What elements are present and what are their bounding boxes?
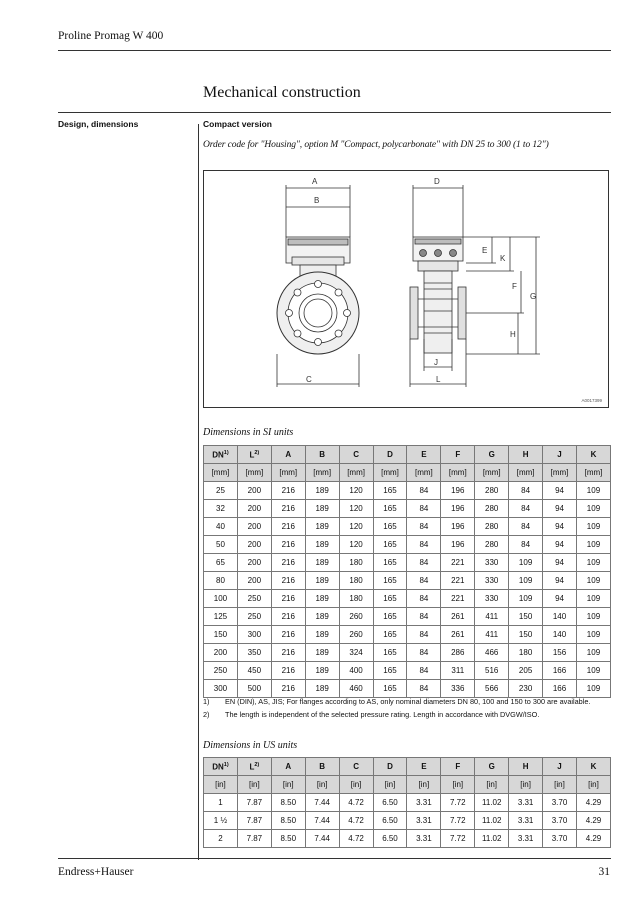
- table-cell: 109: [576, 554, 610, 572]
- table-cell: 196: [441, 482, 475, 500]
- table-cell: 216: [271, 626, 305, 644]
- si-unit-cell: [mm]: [373, 464, 407, 482]
- table-cell: 216: [271, 518, 305, 536]
- table-cell: 189: [305, 554, 339, 572]
- table-cell: 7.44: [305, 794, 339, 812]
- si-table-body: [204, 482, 611, 698]
- table-cell: 200: [237, 500, 271, 518]
- table-cell: 3.70: [543, 830, 577, 848]
- si-col-header: DN$^{1)}$: [204, 446, 238, 464]
- table-cell: 3.70: [543, 794, 577, 812]
- si-col-header: G: [475, 446, 509, 464]
- us-unit-cell: [in]: [204, 776, 238, 794]
- table-cell: 109: [576, 662, 610, 680]
- table-cell: 150: [509, 626, 543, 644]
- table-cell: 84: [407, 608, 441, 626]
- table-cell: 180: [339, 554, 373, 572]
- table-cell: 180: [339, 572, 373, 590]
- table-cell: 261: [441, 626, 475, 644]
- table-cell: 165: [373, 626, 407, 644]
- table-cell: 205: [509, 662, 543, 680]
- table-cell: 84: [407, 482, 441, 500]
- table-row: [204, 812, 611, 830]
- running-header: Proline Promag W 400: [58, 30, 164, 42]
- table-cell: 460: [339, 680, 373, 698]
- table-cell: 260: [339, 626, 373, 644]
- table-cell: 200: [237, 536, 271, 554]
- table-cell: 94: [543, 572, 577, 590]
- us-col-header: F: [441, 758, 475, 776]
- table-cell: 165: [373, 680, 407, 698]
- table-row: [204, 590, 611, 608]
- table-cell: 109: [509, 590, 543, 608]
- table-cell: 216: [271, 536, 305, 554]
- table-cell: 109: [576, 644, 610, 662]
- table-cell: 250: [237, 608, 271, 626]
- table-cell: 84: [407, 572, 441, 590]
- table-cell: 330: [475, 554, 509, 572]
- table-cell: 330: [475, 590, 509, 608]
- si-unit-cell: [mm]: [576, 464, 610, 482]
- table-cell: 200: [237, 554, 271, 572]
- table-cell: 4.29: [576, 830, 610, 848]
- table-cell: 165: [373, 482, 407, 500]
- table-row: [204, 830, 611, 848]
- table-cell: 189: [305, 590, 339, 608]
- us-table-body: [204, 794, 611, 848]
- table-cell: 4.72: [339, 830, 373, 848]
- table-cell: 11.02: [475, 812, 509, 830]
- table-row: [204, 794, 611, 812]
- us-dimensions-table: [203, 757, 611, 848]
- table-cell: 109: [576, 536, 610, 554]
- si-col-header: E: [407, 446, 441, 464]
- si-units-row: [204, 464, 611, 482]
- table-cell: 300: [204, 680, 238, 698]
- table-cell: 216: [271, 680, 305, 698]
- table-row: [204, 608, 611, 626]
- us-col-header: J: [543, 758, 577, 776]
- table-cell: 94: [543, 554, 577, 572]
- table-cell: 180: [509, 644, 543, 662]
- table-row: [204, 554, 611, 572]
- table-cell: 84: [407, 590, 441, 608]
- si-unit-cell: [mm]: [204, 464, 238, 482]
- table-cell: 1: [204, 794, 238, 812]
- table-cell: 84: [407, 626, 441, 644]
- table-cell: 94: [543, 500, 577, 518]
- table-row: [204, 572, 611, 590]
- table-cell: 260: [339, 608, 373, 626]
- table-cell: 120: [339, 536, 373, 554]
- table-cell: 280: [475, 518, 509, 536]
- table-cell: 40: [204, 518, 238, 536]
- table-cell: 84: [407, 662, 441, 680]
- si-col-header: C: [339, 446, 373, 464]
- table-row: [204, 500, 611, 518]
- table-cell: 120: [339, 500, 373, 518]
- table-cell: 165: [373, 500, 407, 518]
- table-cell: 280: [475, 482, 509, 500]
- si-unit-cell: [mm]: [441, 464, 475, 482]
- side-label: Design, dimensions: [58, 119, 139, 129]
- table-row: [204, 680, 611, 698]
- table-cell: 466: [475, 644, 509, 662]
- drawing-reference: A0017399: [581, 398, 602, 403]
- us-col-header: A: [271, 758, 305, 776]
- table-cell: 7.72: [441, 794, 475, 812]
- table-cell: 165: [373, 590, 407, 608]
- footnote-2-number: 2): [203, 710, 210, 719]
- table-cell: 166: [543, 680, 577, 698]
- us-col-header: C: [339, 758, 373, 776]
- si-unit-cell: [mm]: [407, 464, 441, 482]
- table-cell: 6.50: [373, 830, 407, 848]
- si-col-header: K: [576, 446, 610, 464]
- table-cell: 216: [271, 554, 305, 572]
- table-cell: 3.31: [509, 812, 543, 830]
- table-cell: 120: [339, 518, 373, 536]
- table-cell: 180: [339, 590, 373, 608]
- table-cell: 109: [576, 500, 610, 518]
- table-row: [204, 644, 611, 662]
- dim-label-f: F: [512, 282, 517, 291]
- table-cell: 216: [271, 572, 305, 590]
- table-cell: 250: [237, 590, 271, 608]
- footnote-2-text: The length is independent of the selected pressure rating. Length in accordance with DVGW/ISO.: [225, 710, 540, 719]
- si-col-header: D: [373, 446, 407, 464]
- table-cell: 230: [509, 680, 543, 698]
- table-cell: 566: [475, 680, 509, 698]
- table-cell: 84: [407, 500, 441, 518]
- table-cell: 4.72: [339, 794, 373, 812]
- table-cell: 7.72: [441, 830, 475, 848]
- us-col-header: G: [475, 758, 509, 776]
- table-cell: 411: [475, 608, 509, 626]
- section-title: Mechanical construction: [203, 84, 361, 101]
- table-cell: 84: [509, 482, 543, 500]
- us-unit-cell: [in]: [509, 776, 543, 794]
- table-cell: 3.31: [509, 830, 543, 848]
- table-cell: 109: [576, 518, 610, 536]
- table-cell: 7.87: [237, 794, 271, 812]
- table-cell: 7.72: [441, 812, 475, 830]
- table-cell: 32: [204, 500, 238, 518]
- dimension-drawing-svg: [204, 171, 608, 407]
- si-unit-cell: [mm]: [475, 464, 509, 482]
- table-cell: 189: [305, 500, 339, 518]
- table-cell: 3.31: [407, 830, 441, 848]
- table-cell: 8.50: [271, 794, 305, 812]
- table-cell: 196: [441, 500, 475, 518]
- si-col-header: $L^{2)}$: [237, 446, 271, 464]
- table-cell: 84: [407, 644, 441, 662]
- us-unit-cell: [in]: [576, 776, 610, 794]
- table-cell: 189: [305, 626, 339, 644]
- table-cell: 216: [271, 662, 305, 680]
- table-cell: 150: [509, 608, 543, 626]
- table-cell: 4.72: [339, 812, 373, 830]
- table-cell: 109: [576, 482, 610, 500]
- table-cell: 189: [305, 518, 339, 536]
- us-unit-cell: [in]: [475, 776, 509, 794]
- table-cell: 3.31: [509, 794, 543, 812]
- table-cell: 165: [373, 536, 407, 554]
- table-cell: 8.50: [271, 830, 305, 848]
- subheading: Compact version: [203, 119, 272, 129]
- table-cell: 65: [204, 554, 238, 572]
- si-header-row: [204, 446, 611, 464]
- us-unit-cell: [in]: [305, 776, 339, 794]
- table-cell: 150: [204, 626, 238, 644]
- table-cell: 109: [576, 572, 610, 590]
- table-cell: 165: [373, 662, 407, 680]
- si-col-header: F: [441, 446, 475, 464]
- us-col-header: B: [305, 758, 339, 776]
- table-cell: 165: [373, 608, 407, 626]
- us-table-caption: Dimensions in US units: [203, 740, 298, 751]
- table-cell: 7.87: [237, 830, 271, 848]
- table-cell: 120: [339, 482, 373, 500]
- table-row: [204, 536, 611, 554]
- table-cell: 261: [441, 608, 475, 626]
- table-cell: 189: [305, 536, 339, 554]
- table-cell: 189: [305, 482, 339, 500]
- us-col-header: H: [509, 758, 543, 776]
- dim-label-l: L: [436, 375, 441, 384]
- us-col-header: K: [576, 758, 610, 776]
- si-unit-cell: [mm]: [509, 464, 543, 482]
- title-divider: [58, 112, 611, 113]
- table-cell: 3.31: [407, 794, 441, 812]
- table-cell: 500: [237, 680, 271, 698]
- header-divider: [58, 50, 611, 51]
- footnote-2: [203, 710, 539, 719]
- table-cell: 216: [271, 644, 305, 662]
- us-units-row: [204, 776, 611, 794]
- table-cell: 84: [407, 680, 441, 698]
- table-cell: 7.44: [305, 812, 339, 830]
- us-unit-cell: [in]: [543, 776, 577, 794]
- table-cell: 221: [441, 554, 475, 572]
- table-cell: 411: [475, 626, 509, 644]
- footnote-1-text: EN (DIN), AS, JIS; For flanges according to AS, only nominal diameters DN 80, 100 and 150 to 300 are available.: [225, 697, 591, 706]
- table-cell: 221: [441, 590, 475, 608]
- table-cell: 280: [475, 536, 509, 554]
- table-cell: 6.50: [373, 794, 407, 812]
- us-unit-cell: [in]: [271, 776, 305, 794]
- table-row: [204, 662, 611, 680]
- si-unit-cell: [mm]: [237, 464, 271, 482]
- table-row: [204, 626, 611, 644]
- table-cell: 84: [407, 518, 441, 536]
- table-cell: 189: [305, 644, 339, 662]
- table-cell: 200: [237, 572, 271, 590]
- table-cell: 189: [305, 572, 339, 590]
- table-cell: 1 ½: [204, 812, 238, 830]
- table-cell: 200: [237, 482, 271, 500]
- table-cell: 250: [204, 662, 238, 680]
- si-unit-cell: [mm]: [339, 464, 373, 482]
- table-cell: 200: [204, 644, 238, 662]
- table-cell: 336: [441, 680, 475, 698]
- dim-label-c: C: [306, 375, 312, 384]
- table-cell: 140: [543, 626, 577, 644]
- table-cell: 156: [543, 644, 577, 662]
- dim-label-g: G: [530, 292, 537, 301]
- si-dimensions-table: [203, 445, 611, 698]
- us-unit-cell: [in]: [407, 776, 441, 794]
- us-col-header: DN$^{1)}$: [204, 758, 238, 776]
- table-cell: 7.87: [237, 812, 271, 830]
- table-cell: 50: [204, 536, 238, 554]
- si-unit-cell: [mm]: [305, 464, 339, 482]
- table-cell: 3.70: [543, 812, 577, 830]
- table-cell: 286: [441, 644, 475, 662]
- table-cell: 165: [373, 572, 407, 590]
- us-header-row: [204, 758, 611, 776]
- table-cell: 165: [373, 518, 407, 536]
- table-cell: 11.02: [475, 830, 509, 848]
- table-cell: 350: [237, 644, 271, 662]
- table-cell: 94: [543, 590, 577, 608]
- table-cell: 189: [305, 608, 339, 626]
- table-cell: 189: [305, 680, 339, 698]
- si-unit-cell: [mm]: [271, 464, 305, 482]
- si-col-header: A: [271, 446, 305, 464]
- table-cell: 516: [475, 662, 509, 680]
- table-cell: 330: [475, 572, 509, 590]
- dim-label-h: H: [510, 330, 516, 339]
- table-cell: 216: [271, 590, 305, 608]
- table-cell: 94: [543, 536, 577, 554]
- table-cell: 2: [204, 830, 238, 848]
- footer-company: Endress+Hauser: [58, 866, 134, 878]
- table-cell: 109: [576, 608, 610, 626]
- dim-label-e: E: [482, 246, 488, 255]
- si-col-header: J: [543, 446, 577, 464]
- footer-divider: [58, 858, 611, 859]
- table-cell: 165: [373, 644, 407, 662]
- dim-label-a: A: [312, 177, 318, 186]
- table-cell: 25: [204, 482, 238, 500]
- table-cell: 200: [237, 518, 271, 536]
- table-cell: 165: [373, 554, 407, 572]
- si-table-caption: Dimensions in SI units: [203, 427, 294, 438]
- footnote-1: [203, 697, 590, 706]
- table-cell: 196: [441, 536, 475, 554]
- table-cell: 84: [407, 536, 441, 554]
- table-cell: 94: [543, 482, 577, 500]
- us-col-header: E: [407, 758, 441, 776]
- table-row: [204, 518, 611, 536]
- table-cell: 7.44: [305, 830, 339, 848]
- table-cell: 125: [204, 608, 238, 626]
- table-cell: 3.31: [407, 812, 441, 830]
- table-cell: 8.50: [271, 812, 305, 830]
- us-unit-cell: [in]: [441, 776, 475, 794]
- si-col-header: H: [509, 446, 543, 464]
- table-cell: 84: [509, 518, 543, 536]
- table-cell: 189: [305, 662, 339, 680]
- table-cell: 300: [237, 626, 271, 644]
- table-cell: 84: [509, 500, 543, 518]
- us-unit-cell: [in]: [373, 776, 407, 794]
- table-cell: 216: [271, 500, 305, 518]
- table-cell: 109: [509, 554, 543, 572]
- table-cell: 311: [441, 662, 475, 680]
- dim-label-k: K: [500, 254, 506, 263]
- table-cell: 84: [509, 536, 543, 554]
- dim-label-j: J: [434, 358, 438, 367]
- table-cell: 6.50: [373, 812, 407, 830]
- dim-label-b: B: [314, 196, 320, 205]
- us-col-header: D: [373, 758, 407, 776]
- si-col-header: B: [305, 446, 339, 464]
- dim-label-d: D: [434, 177, 440, 186]
- table-cell: 324: [339, 644, 373, 662]
- us-unit-cell: [in]: [237, 776, 271, 794]
- table-cell: 196: [441, 518, 475, 536]
- table-cell: 109: [576, 590, 610, 608]
- table-cell: 280: [475, 500, 509, 518]
- table-cell: 94: [543, 518, 577, 536]
- table-row: [204, 482, 611, 500]
- dimension-drawing: [203, 170, 609, 408]
- table-cell: 400: [339, 662, 373, 680]
- table-cell: 4.29: [576, 794, 610, 812]
- table-cell: 109: [509, 572, 543, 590]
- si-unit-cell: [mm]: [543, 464, 577, 482]
- order-code-note: Order code for "Housing", option M "Compact, polycarbonate" with DN 25 to 300 (1 to 12"): [203, 140, 549, 150]
- table-cell: 80: [204, 572, 238, 590]
- table-cell: 11.02: [475, 794, 509, 812]
- table-cell: 4.29: [576, 812, 610, 830]
- table-cell: 450: [237, 662, 271, 680]
- table-cell: 216: [271, 608, 305, 626]
- table-cell: 84: [407, 554, 441, 572]
- footnote-1-number: 1): [203, 697, 210, 706]
- table-cell: 221: [441, 572, 475, 590]
- table-cell: 109: [576, 626, 610, 644]
- table-cell: 109: [576, 680, 610, 698]
- column-divider: [198, 124, 199, 860]
- table-cell: 100: [204, 590, 238, 608]
- us-col-header: $L^{2)}$: [237, 758, 271, 776]
- footer-page-number: 31: [598, 866, 610, 878]
- table-cell: 216: [271, 482, 305, 500]
- us-unit-cell: [in]: [339, 776, 373, 794]
- table-cell: 166: [543, 662, 577, 680]
- table-cell: 140: [543, 608, 577, 626]
